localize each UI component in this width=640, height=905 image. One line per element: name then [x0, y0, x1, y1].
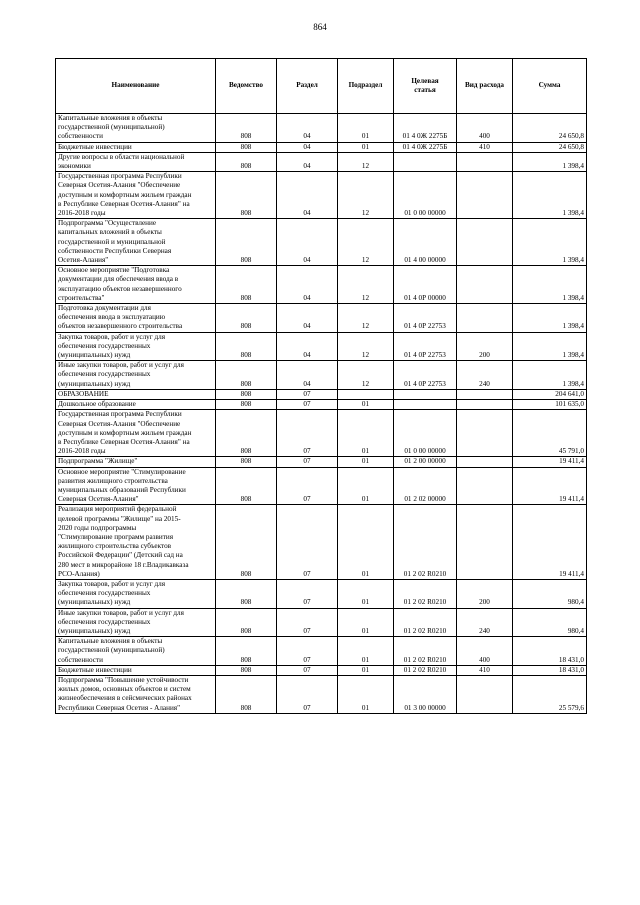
cell-target-article: 01 2 02 R0210 [394, 665, 457, 675]
cell-name: Иные закупки товаров, работ и услуг для обеспечения государственных (муниципальных) нужд [56, 608, 216, 637]
cell-name: ОБРАЗОВАНИЕ [56, 389, 216, 399]
cell-section: 04 [277, 142, 338, 152]
cell-amount: 980,4 [513, 579, 587, 608]
cell-name: Капитальные вложения в объекты государственной (муниципальной) собственности [56, 637, 216, 666]
page-number: 864 [313, 22, 327, 32]
cell-expense-type [457, 172, 513, 219]
cell-amount: 980,4 [513, 608, 587, 637]
cell-name: Подпрограмма "Повышение устойчивости жилых домов, основных объектов и систем жизнеобеспечения в сейсмических районах Республики Северная Осетия - Алания" [56, 675, 216, 713]
cell-section: 04 [277, 114, 338, 143]
cell-target-article: 01 4 00 00000 [394, 219, 457, 266]
cell-amount: 1 398,4 [513, 266, 587, 304]
cell-amount: 19 411,4 [513, 467, 587, 505]
cell-amount: 1 398,4 [513, 332, 587, 361]
cell-name: Государственная программа Республики Северная Осетия-Алания "Обеспечение доступным и комфортным жильем граждан в Республике Северная Осетия-Алания" на 2016-2018 годы [56, 172, 216, 219]
cell-department: 808 [216, 410, 277, 457]
cell-expense-type: 400 [457, 637, 513, 666]
cell-expense-type [457, 152, 513, 171]
table-row [56, 579, 587, 608]
cell-section: 07 [277, 457, 338, 467]
cell-name: Бюджетные инвестиции [56, 142, 216, 152]
cell-department: 808 [216, 142, 277, 152]
column-header-department: Ведомство [216, 59, 277, 114]
cell-section: 04 [277, 152, 338, 171]
table-row [56, 332, 587, 361]
cell-amount: 45 791,0 [513, 410, 587, 457]
cell-amount: 25 579,6 [513, 675, 587, 713]
cell-department: 808 [216, 467, 277, 505]
table-row [56, 467, 587, 505]
table-row [56, 361, 587, 390]
cell-section: 07 [277, 608, 338, 637]
cell-subsection: 12 [338, 266, 394, 304]
column-header-section: Раздел [277, 59, 338, 114]
column-header-name: Наименование [56, 59, 216, 114]
cell-amount: 101 635,0 [513, 400, 587, 410]
cell-subsection: 12 [338, 332, 394, 361]
cell-expense-type [457, 389, 513, 399]
cell-target-article: 01 3 00 00000 [394, 675, 457, 713]
cell-subsection: 01 [338, 142, 394, 152]
cell-department: 808 [216, 665, 277, 675]
table-row [56, 219, 587, 266]
table-row [56, 665, 587, 675]
cell-target-article: 01 2 02 R0210 [394, 505, 457, 580]
cell-target-article: 01 4 0Р 00000 [394, 266, 457, 304]
cell-expense-type [457, 266, 513, 304]
budget-table [55, 58, 587, 714]
cell-name: Основное мероприятие "Стимулирование развития жилищного строительства муниципальных образований Республики Северная Осетия-Алания" [56, 467, 216, 505]
cell-section: 04 [277, 361, 338, 390]
cell-amount: 1 398,4 [513, 152, 587, 171]
cell-section: 07 [277, 665, 338, 675]
cell-target-article [394, 400, 457, 410]
cell-subsection: 12 [338, 361, 394, 390]
cell-name: Реализация мероприятий федеральной целевой программы "Жилище" на 2015- 2020 годы подпрограммы "Стимулирование программ развития жилищного строительства субъектов Российской Федерации" (Детский сад на 280 мест в микрорайоне 18 г.Владикавказа РСО-Алания) [56, 505, 216, 580]
cell-expense-type [457, 675, 513, 713]
cell-name: Капитальные вложения в объекты государственной (муниципальной) собственности [56, 114, 216, 143]
table-row [56, 457, 587, 467]
table-row [56, 114, 587, 143]
cell-target-article [394, 152, 457, 171]
cell-section: 07 [277, 467, 338, 505]
cell-department: 808 [216, 114, 277, 143]
cell-name: Закупка товаров, работ и услуг для обеспечения государственных (муниципальных) нужд [56, 332, 216, 361]
cell-department: 808 [216, 400, 277, 410]
cell-section: 04 [277, 332, 338, 361]
cell-amount: 1 398,4 [513, 361, 587, 390]
cell-expense-type: 400 [457, 114, 513, 143]
cell-subsection: 01 [338, 505, 394, 580]
cell-amount: 24 650,8 [513, 114, 587, 143]
cell-department: 808 [216, 152, 277, 171]
cell-target-article: 01 4 0Ж 2275Б [394, 114, 457, 143]
cell-subsection: 01 [338, 410, 394, 457]
table-row [56, 152, 587, 171]
cell-subsection: 01 [338, 457, 394, 467]
table-row [56, 172, 587, 219]
cell-name: Другие вопросы в области национальной экономики [56, 152, 216, 171]
cell-amount: 24 650,8 [513, 142, 587, 152]
table-row [56, 266, 587, 304]
column-header-expense-type: Вид расхода [457, 59, 513, 114]
cell-amount: 1 398,4 [513, 304, 587, 333]
cell-target-article: 01 2 00 00000 [394, 457, 457, 467]
cell-name: Подпрограмма "Осуществление капитальных вложений в объекты государственной и муниципальной собственности Республики Северная Осетия-Алания" [56, 219, 216, 266]
table-row [56, 608, 587, 637]
cell-expense-type [457, 219, 513, 266]
cell-expense-type: 200 [457, 332, 513, 361]
cell-subsection: 12 [338, 172, 394, 219]
table-header-row [56, 59, 587, 114]
cell-name: Бюджетные инвестиции [56, 665, 216, 675]
table-row [56, 400, 587, 410]
table-row [56, 389, 587, 399]
cell-expense-type [457, 410, 513, 457]
table-row [56, 675, 587, 713]
cell-expense-type [457, 457, 513, 467]
column-header-amount: Сумма [513, 59, 587, 114]
cell-name: Подпрограмма "Жилище" [56, 457, 216, 467]
cell-expense-type: 410 [457, 665, 513, 675]
cell-expense-type: 200 [457, 579, 513, 608]
cell-target-article: 01 2 02 R0210 [394, 608, 457, 637]
cell-subsection: 01 [338, 675, 394, 713]
cell-subsection: 01 [338, 467, 394, 505]
cell-department: 808 [216, 579, 277, 608]
cell-department: 808 [216, 637, 277, 666]
table-row [56, 410, 587, 457]
table-row [56, 304, 587, 333]
cell-amount: 18 431,0 [513, 665, 587, 675]
cell-expense-type [457, 304, 513, 333]
cell-target-article: 01 4 0Р 22753 [394, 332, 457, 361]
column-header-target-article: Целевая статья [394, 59, 457, 114]
cell-target-article: 01 2 02 00000 [394, 467, 457, 505]
cell-amount: 19 411,4 [513, 505, 587, 580]
cell-subsection [338, 389, 394, 399]
cell-department: 808 [216, 361, 277, 390]
cell-section: 04 [277, 172, 338, 219]
cell-department: 808 [216, 219, 277, 266]
cell-name: Закупка товаров, работ и услуг для обеспечения государственных (муниципальных) нужд [56, 579, 216, 608]
cell-subsection: 01 [338, 608, 394, 637]
cell-subsection: 01 [338, 579, 394, 608]
cell-expense-type: 410 [457, 142, 513, 152]
cell-department: 808 [216, 608, 277, 637]
table-body [56, 114, 587, 714]
cell-expense-type [457, 505, 513, 580]
cell-target-article: 01 2 02 R0210 [394, 637, 457, 666]
cell-amount: 19 411,4 [513, 457, 587, 467]
cell-name: Основное мероприятие "Подготовка документации для обеспечения ввода в эксплуатацию объектов незавершенного строительства" [56, 266, 216, 304]
table-row [56, 505, 587, 580]
cell-department: 808 [216, 389, 277, 399]
cell-name: Государственная программа Республики Северная Осетия-Алания "Обеспечение доступным и комфортным жильем граждан в Республике Северная Осетия-Алания" на 2016-2018 годы [56, 410, 216, 457]
cell-section: 07 [277, 579, 338, 608]
cell-name: Подготовка документации для обеспечения ввода в эксплуатацию объектов незавершенного строительства [56, 304, 216, 333]
cell-subsection: 01 [338, 400, 394, 410]
cell-subsection: 12 [338, 152, 394, 171]
cell-subsection: 12 [338, 304, 394, 333]
cell-target-article: 01 0 00 00000 [394, 410, 457, 457]
cell-name: Дошкольное образование [56, 400, 216, 410]
cell-name: Иные закупки товаров, работ и услуг для обеспечения государственных (муниципальных) нужд [56, 361, 216, 390]
cell-expense-type [457, 400, 513, 410]
cell-amount: 1 398,4 [513, 219, 587, 266]
cell-target-article: 01 0 00 00000 [394, 172, 457, 219]
cell-expense-type: 240 [457, 608, 513, 637]
cell-department: 808 [216, 505, 277, 580]
cell-subsection: 12 [338, 219, 394, 266]
cell-section: 07 [277, 675, 338, 713]
cell-target-article: 01 4 0Ж 2275Б [394, 142, 457, 152]
cell-department: 808 [216, 675, 277, 713]
cell-section: 07 [277, 389, 338, 399]
cell-section: 04 [277, 304, 338, 333]
cell-section: 04 [277, 266, 338, 304]
cell-target-article: 01 2 02 R0210 [394, 579, 457, 608]
cell-department: 808 [216, 332, 277, 361]
cell-subsection: 01 [338, 665, 394, 675]
cell-section: 07 [277, 400, 338, 410]
table-row [56, 637, 587, 666]
column-header-subsection: Подраздел [338, 59, 394, 114]
cell-subsection: 01 [338, 114, 394, 143]
cell-section: 07 [277, 505, 338, 580]
cell-expense-type: 240 [457, 361, 513, 390]
cell-target-article: 01 4 0Р 22753 [394, 361, 457, 390]
cell-section: 07 [277, 410, 338, 457]
cell-department: 808 [216, 266, 277, 304]
cell-amount: 1 398,4 [513, 172, 587, 219]
table-row [56, 142, 587, 152]
cell-expense-type [457, 467, 513, 505]
cell-amount: 18 431,0 [513, 637, 587, 666]
cell-subsection: 01 [338, 637, 394, 666]
cell-department: 808 [216, 304, 277, 333]
cell-section: 07 [277, 637, 338, 666]
cell-department: 808 [216, 457, 277, 467]
cell-department: 808 [216, 172, 277, 219]
cell-amount: 204 641,0 [513, 389, 587, 399]
cell-target-article [394, 389, 457, 399]
cell-target-article: 01 4 0Р 22753 [394, 304, 457, 333]
cell-section: 04 [277, 219, 338, 266]
